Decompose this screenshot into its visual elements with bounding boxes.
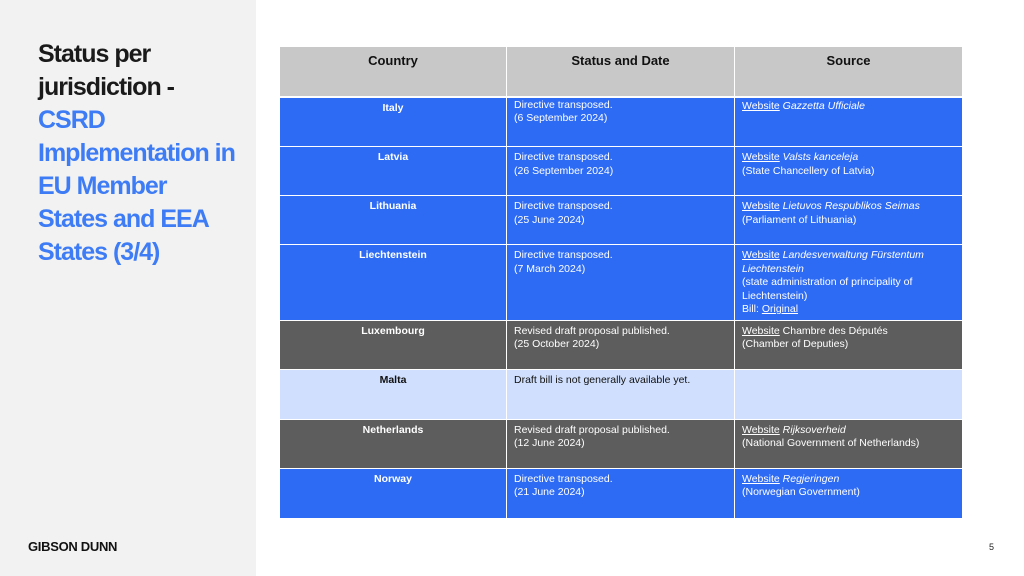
status-text: Directive transposed. bbox=[514, 200, 613, 212]
status-text: Revised draft proposal published. bbox=[514, 423, 670, 436]
source-name: Valsts kanceleja bbox=[782, 151, 859, 163]
source-link[interactable]: Website bbox=[742, 423, 780, 436]
status-text: Directive transposed. bbox=[514, 151, 613, 163]
table-row bbox=[280, 147, 963, 196]
status-date: (7 March 2024) bbox=[514, 262, 586, 275]
source-name: Regjeringen bbox=[782, 472, 840, 485]
status-table bbox=[279, 46, 963, 519]
country-cell: Latvia bbox=[280, 147, 507, 196]
status-text: Revised draft proposal published. bbox=[514, 324, 670, 337]
status-cell bbox=[507, 97, 735, 147]
source-name: Lietuvos Respublikos Seimas bbox=[782, 200, 920, 212]
table-header-row bbox=[280, 47, 963, 97]
status-text: Directive transposed. bbox=[514, 98, 613, 111]
source-cell bbox=[735, 147, 963, 196]
status-date: (25 October 2024) bbox=[514, 338, 600, 350]
status-date: (12 June 2024) bbox=[514, 437, 585, 449]
source-name: Landesverwaltung Fürstentum Liechtenstein bbox=[742, 249, 924, 275]
source-name: Gazzetta Ufficiale bbox=[782, 99, 865, 112]
source-note: (Chamber of Deputies) bbox=[742, 338, 849, 350]
source-note: (state administration of principality of Liechtenstein) bbox=[742, 276, 913, 302]
header-country: Country bbox=[280, 47, 507, 97]
source-link[interactable]: Website bbox=[742, 472, 780, 485]
brand-logo: GIBSON DUNN bbox=[28, 539, 118, 554]
source-note: (Norwegian Government) bbox=[742, 486, 860, 498]
source-link[interactable]: Website bbox=[742, 200, 780, 212]
source-cell bbox=[735, 468, 963, 518]
source-link[interactable]: Website bbox=[742, 324, 780, 337]
source-note: (State Chancellery of Latvia) bbox=[742, 164, 875, 177]
title-accent: CSRD Implementation in EU Member States and EEA States (3/4) bbox=[38, 106, 235, 266]
table-row bbox=[280, 369, 963, 419]
sidebar-panel bbox=[0, 0, 256, 576]
status-date: (26 September 2024) bbox=[514, 164, 614, 177]
source-name: Chambre des Députés bbox=[782, 324, 888, 337]
source-cell bbox=[735, 245, 963, 321]
source-name: Rijksoverheid bbox=[782, 423, 846, 436]
source-cell bbox=[735, 320, 963, 369]
table-row bbox=[280, 97, 963, 147]
source-cell bbox=[735, 369, 963, 419]
bill-label: Bill: bbox=[742, 303, 759, 315]
header-status: Status and Date bbox=[507, 47, 735, 97]
source-link[interactable]: Website bbox=[742, 249, 780, 261]
source-link[interactable]: Website bbox=[742, 99, 780, 112]
country-cell: Norway bbox=[280, 468, 507, 518]
source-cell bbox=[735, 419, 963, 468]
status-cell bbox=[507, 245, 735, 321]
status-text: Directive transposed. bbox=[514, 249, 613, 261]
title-main: Status per jurisdiction - bbox=[38, 40, 174, 101]
page-title bbox=[38, 38, 238, 269]
status-cell bbox=[507, 147, 735, 196]
status-cell bbox=[507, 419, 735, 468]
status-cell bbox=[507, 369, 735, 419]
country-cell: Malta bbox=[280, 369, 507, 419]
table-row bbox=[280, 419, 963, 468]
status-cell bbox=[507, 468, 735, 518]
page-number: 5 bbox=[989, 542, 995, 552]
source-cell bbox=[735, 196, 963, 245]
status-text: Directive transposed. bbox=[514, 472, 613, 485]
status-cell bbox=[507, 320, 735, 369]
country-cell: Liechtenstein bbox=[280, 245, 507, 321]
table-row bbox=[280, 245, 963, 321]
source-note: (Parliament of Lithuania) bbox=[742, 213, 857, 226]
country-cell: Lithuania bbox=[280, 196, 507, 245]
table-row bbox=[280, 468, 963, 518]
table-row bbox=[280, 196, 963, 245]
bill-link[interactable]: Original bbox=[761, 303, 799, 315]
source-note: (National Government of Netherlands) bbox=[742, 437, 920, 449]
source-cell bbox=[735, 97, 963, 147]
country-cell: Netherlands bbox=[280, 419, 507, 468]
country-cell: Italy bbox=[280, 97, 507, 147]
header-source: Source bbox=[735, 47, 963, 97]
status-text: Draft bill is not generally available yet. bbox=[514, 373, 691, 386]
status-date: (21 June 2024) bbox=[514, 486, 585, 498]
status-date: (25 June 2024) bbox=[514, 213, 585, 226]
country-cell: Luxembourg bbox=[280, 320, 507, 369]
table-row bbox=[280, 320, 963, 369]
status-date: (6 September 2024) bbox=[514, 112, 608, 124]
source-link[interactable]: Website bbox=[742, 151, 780, 163]
status-cell bbox=[507, 196, 735, 245]
